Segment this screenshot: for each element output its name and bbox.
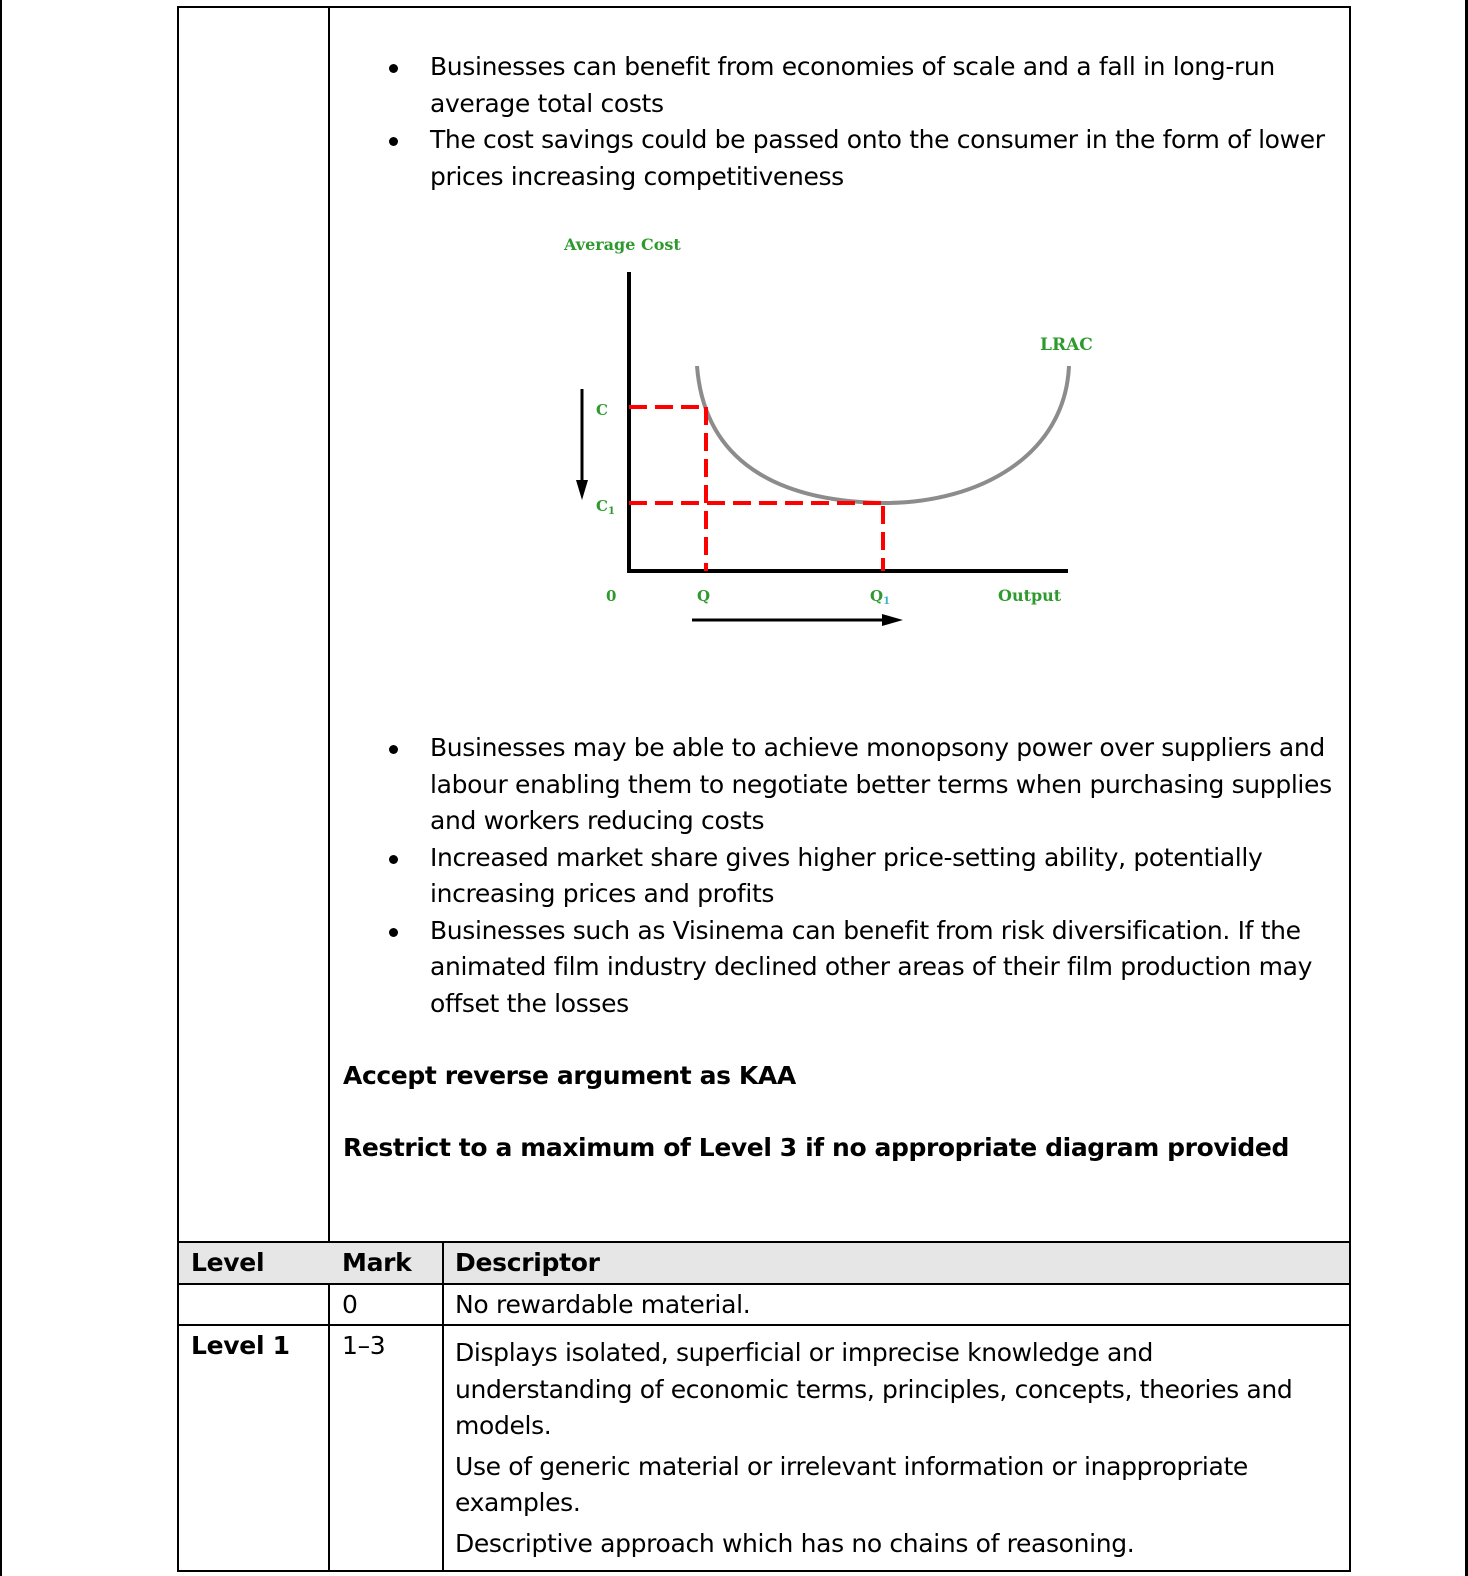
bullet-icon: [389, 64, 398, 73]
column-divider-2: [442, 1241, 444, 1570]
list-item: Increased market share gives higher price-setting ability, potentially increasing prices and profits: [330, 840, 1351, 913]
header-level: Level: [191, 1248, 265, 1277]
row0-descriptor: No rewardable material.: [455, 1290, 751, 1319]
origin-label: 0: [606, 587, 617, 605]
y-axis-label: Average Cost: [564, 235, 681, 254]
list-item: Businesses such as Visinema can benefit from risk diversification. If the animated film industry declined other areas of their film production may offset the losses: [330, 913, 1351, 1023]
down-arrow-icon: [576, 480, 588, 500]
note-diagram-restriction: Restrict to a maximum of Level 3 if no appropriate diagram provided: [343, 1133, 1289, 1162]
bullet-list-top: [330, 49, 1351, 195]
tick-q: Q: [697, 587, 711, 605]
tick-c1: $C_1$: [596, 497, 615, 517]
row-divider-header-bottom: [179, 1283, 1349, 1285]
row1-mark: 1–3: [342, 1331, 386, 1360]
page-left-edge: [0, 0, 2, 1576]
row-divider-row0-bottom: [179, 1324, 1349, 1326]
row1-descriptor: [455, 1335, 1335, 1562]
header-descriptor: Descriptor: [455, 1248, 600, 1277]
tick-c: C: [596, 401, 608, 419]
lrac-diagram: [540, 220, 1100, 644]
descriptor-line: Displays isolated, superficial or imprecise knowledge and understanding of economic terms, principles, concepts, theories and models.: [455, 1338, 1293, 1440]
row1-level: Level 1: [191, 1331, 290, 1360]
lrac-label: LRAC: [1040, 335, 1093, 355]
row0-mark: 0: [342, 1290, 358, 1319]
note-reverse-argument: Accept reverse argument as KAA: [343, 1061, 796, 1090]
bullet-icon: [389, 137, 398, 146]
header-mark: Mark: [342, 1248, 412, 1277]
row-divider-header-top: [179, 1241, 1349, 1243]
list-item: Businesses may be able to achieve monopsony power over suppliers and labour enabling them to negotiate better terms when purchasing supplies and workers reducing costs: [330, 730, 1351, 840]
tick-q1: $Q_1$: [870, 587, 891, 607]
descriptor-line: Use of generic material or irrelevant information or inappropriate examples.: [455, 1451, 1248, 1517]
bullet-list-bottom: [330, 730, 1351, 1022]
list-item: Businesses can benefit from economies of scale and a fall in long-run average total costs: [330, 49, 1351, 122]
x-axis-label: Output: [998, 586, 1062, 605]
lrac-curve: [697, 366, 1069, 503]
descriptor-line: Descriptive approach which has no chains of reasoning.: [455, 1528, 1135, 1558]
right-arrow-icon: [882, 614, 903, 626]
list-item: The cost savings could be passed onto the consumer in the form of lower prices increasing competitiveness: [330, 122, 1351, 195]
bullet-icon: [389, 855, 398, 864]
bullet-icon: [389, 928, 398, 937]
bullet-icon: [389, 745, 398, 754]
